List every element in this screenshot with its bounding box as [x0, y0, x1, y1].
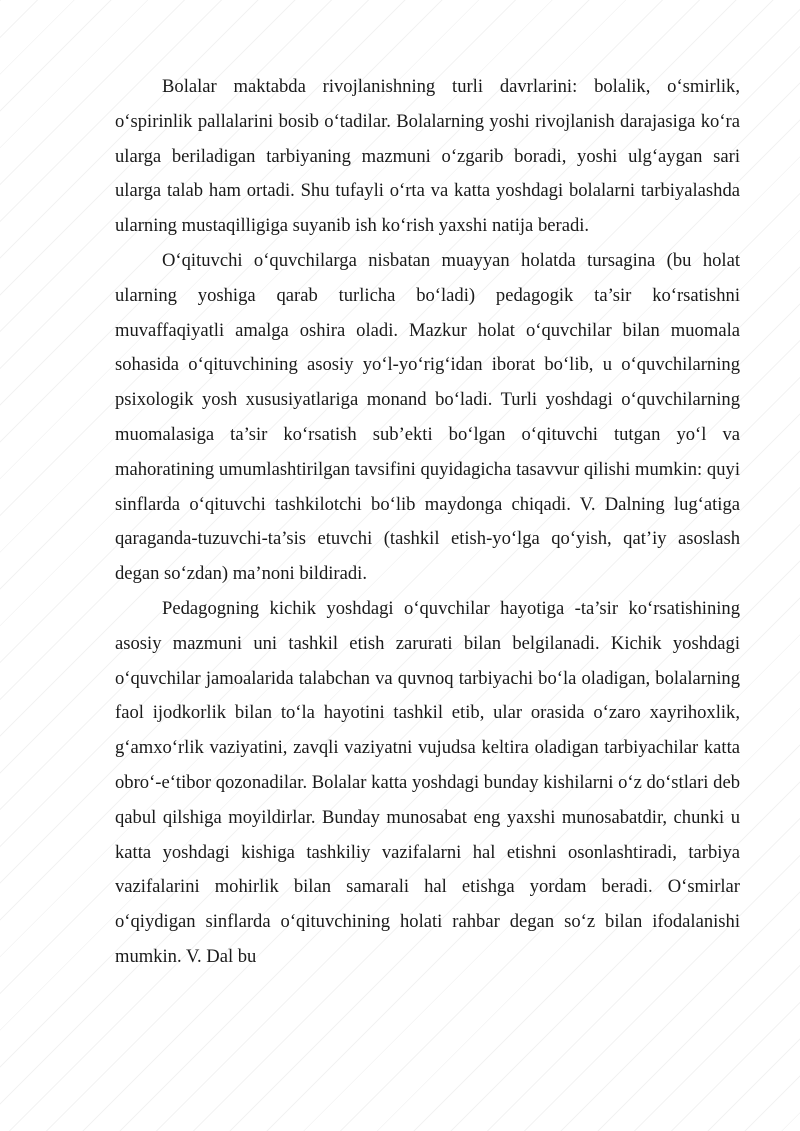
paragraph-2: O‘qituvchi o‘quvchilarga nisbatan muayyan holatda tursagina (bu holat ularning yoshiga qarab turlicha bo‘ladi) pedagogik ta’sir ko‘rsatishni muvaffaqiyatli amalga oshira oladi. Mazkur holat o‘quvchilar bilan muomala sohasida o‘qituvchining asosiy yo‘l-yo‘rig‘idan iborat bo‘lib, u o‘quvchilarning psixologik yosh xususiyatlariga monand bo‘ladi. Turli yoshdagi o‘quvchilarning muomalasiga ta’sir ko‘rsatish sub’ekti bo‘lgan o‘qituvchi tutgan yo‘l va mahoratining umumlashtirilgan tavsifini quyidagicha tasavvur qilishi mumkin: quyi sinflarda o‘qituvchi tashkilotchi bo‘lib maydonga chiqadi. V. Dalning lug‘atiga qaraganda-tuzuvchi-ta’sis etuvchi (tashkil etish-yo‘lga qo‘yish, qat’iy asoslash degan so‘zdan) ma’noni bildiradi. — [115, 249, 740, 585]
paragraph-1: Bolalar maktabda rivojlanishning turli davrlarini: bolalik, o‘smirlik, o‘spirinlik pallalarini bosib o‘tadilar. Bolalarning yoshi rivojlanish darajasiga ko‘ra ularga beriladigan tarbiyaning mazmuni o‘zgarib boradi, yoshi ulg‘aygan sari ularga talab ham ortadi. Shu tufayli o‘rta va katta yoshdagi bolalarni tarbiyalashda ularning mustaqilligiga suyanib ish ko‘rish yaxshi natija beradi. — [115, 76, 740, 237]
paragraph-3: Pedagogning kichik yoshdagi o‘quvchilar hayotiga -ta’sir ko‘rsatishining asosiy mazmuni uni tashkil etish zarurati bilan belgilanadi. Kichik yoshdagi o‘quvchilar jamoalarida talabchan va quvnoq tarbiyachi bo‘la oladigan, bolalarning faol ijodkorlik bilan to‘la hayotini tashkil etib, ular orasida o‘zaro xayrihoxlik, g‘amxo‘rlik vaziyatini, zavqli vaziyatni vujudsa keltira oladigan tarbiyachilar katta obro‘-e‘tibor qozonadilar. Bolalar katta yoshdagi bunday kishilarni o‘z do‘stlari deb qabul qilshiga moyildirlar. Bunday munosabat eng yaxshi munosabatdir, chunki u katta yoshdagi kishiga tashkiliy vazifalarni hal etishni osonlashtiradi, tarbiya vazifalarini mohirlik bilan samarali hal etishga yordam beradi. O‘smirlar o‘qiydigan sinflarda o‘qituvchining holati rahbar degan so‘z bilan ifodalanishi mumkin. V. Dal bu — [115, 597, 740, 967]
document-page — [115, 70, 740, 975]
